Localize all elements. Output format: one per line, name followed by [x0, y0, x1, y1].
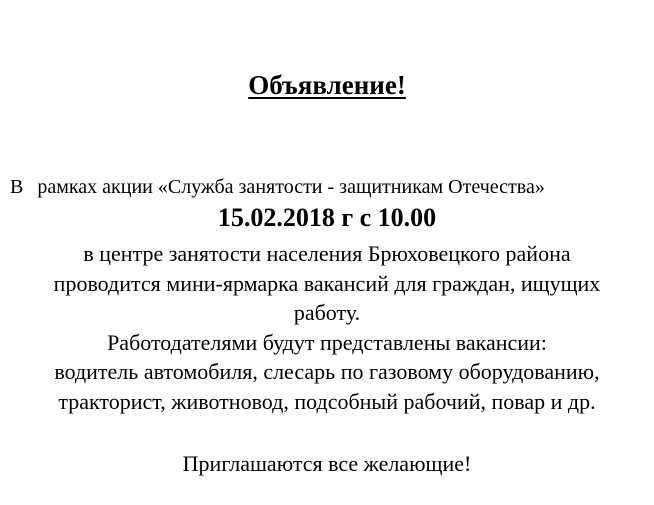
announcement-body	[0, 239, 654, 416]
invitation-line: Приглашаются все желающие!	[182, 451, 472, 476]
body-line-venue: в центре занятости населения Брюховецкого района	[83, 241, 571, 266]
body-line-vacancies-intro: Работодателями будут представлены вакансии:	[107, 329, 547, 355]
announcement-title: Объявление!	[248, 70, 406, 100]
intro-text: рамках акции «Служба занятости - защитникам Отечества»	[37, 176, 545, 198]
body-line-event: проводится мини-ярмарка вакансий для граждан, ищущих	[53, 270, 601, 296]
intro-prefix: В	[10, 176, 24, 198]
body-line-event-cont: работу.	[293, 300, 361, 325]
body-line-vacancies-2: тракторист, животновод, подсобный рабочий, повар и др.	[58, 388, 596, 414]
event-date: 15.02.2018 г с 10.00	[217, 203, 437, 232]
intro-line	[10, 175, 545, 199]
body-line-vacancies-1: водитель автомобиля, слесарь по газовому оборудованию,	[54, 359, 600, 384]
